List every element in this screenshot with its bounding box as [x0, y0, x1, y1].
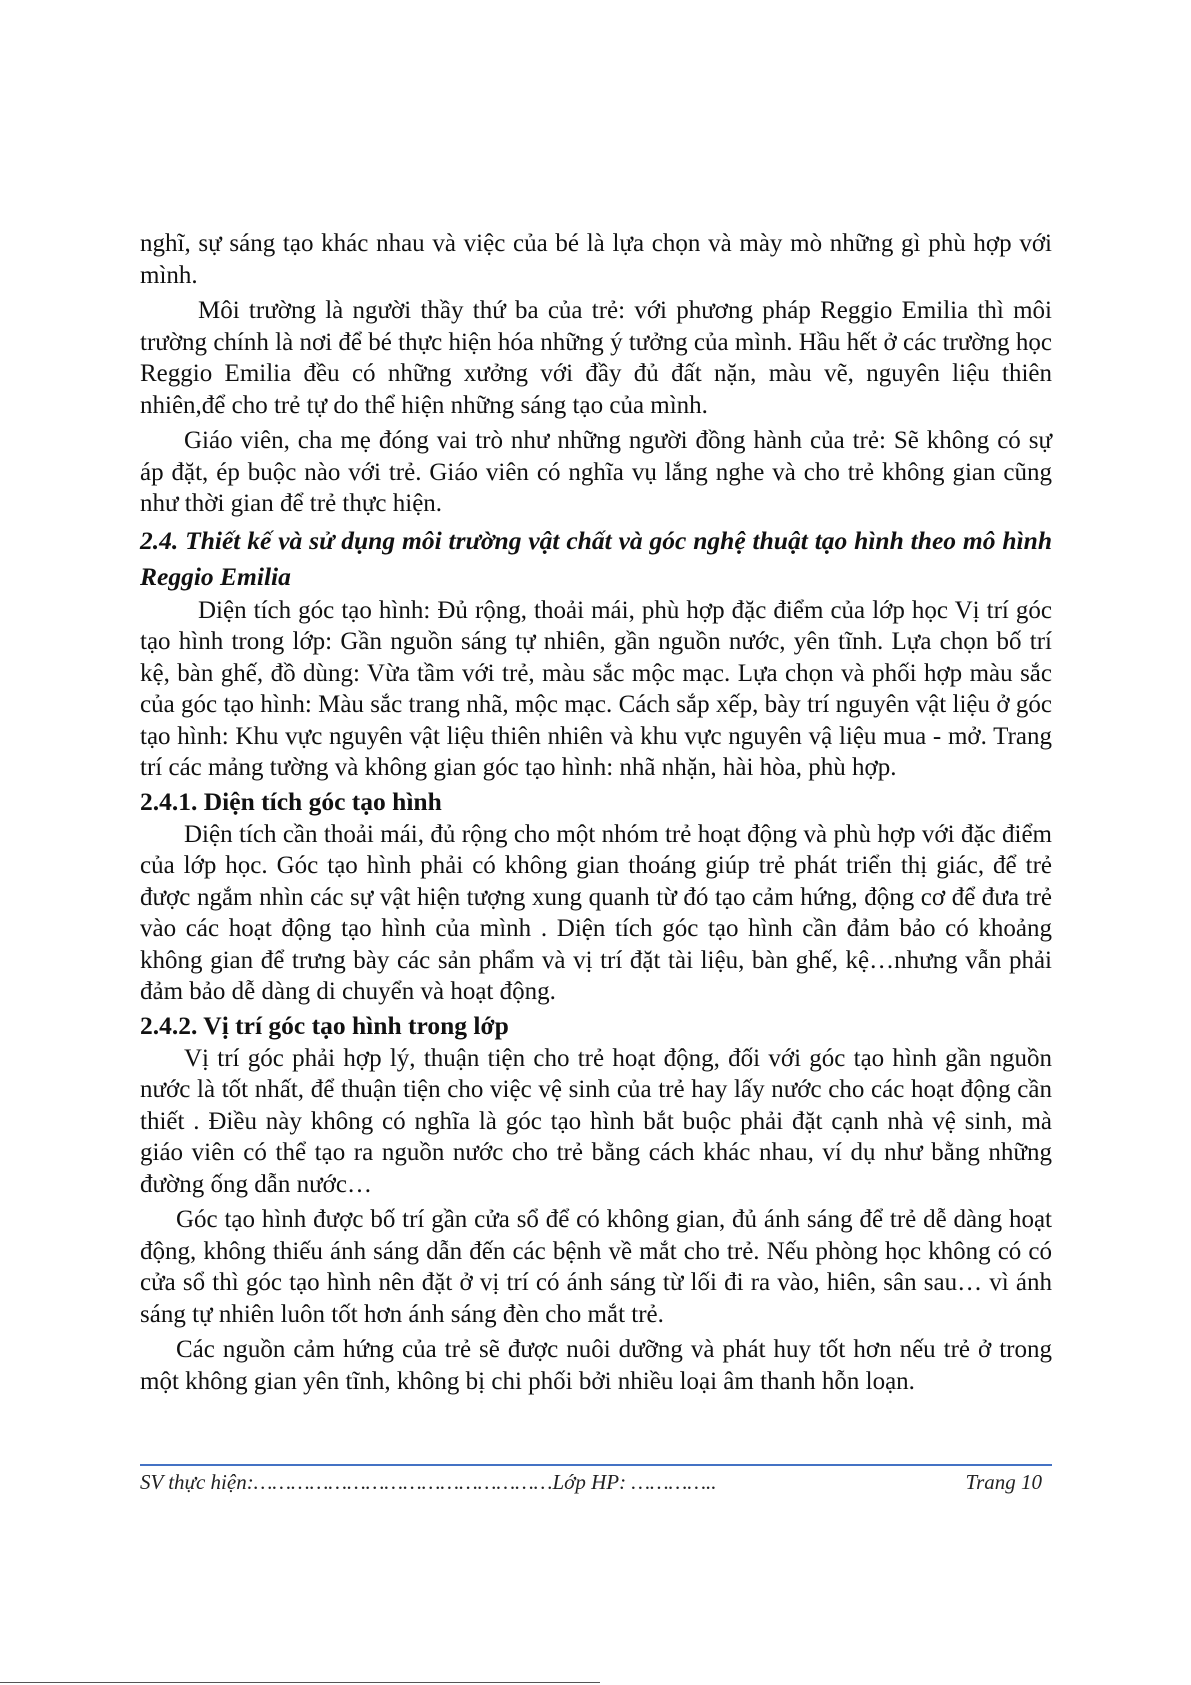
bottom-divider	[0, 1682, 600, 1683]
paragraph-continuation: nghĩ, sự sáng tạo khác nhau và việc của bé là lựa chọn và mày mò những gì phù hợp với mình.	[140, 230, 1052, 289]
footer-rule	[140, 1464, 1052, 1466]
section-2-4-1-body: Diện tích cần thoải mái, đủ rộng cho một nhóm trẻ hoạt động và phù hợp với đặc điểm của lớp học. Góc tạo hình phải có không gian thoáng giúp trẻ phát triển thị giác, để trẻ được ngắm nhìn các sự vật hiện tượng xung quanh từ đó tạo cảm hứng, động cơ để đưa trẻ vào các hoạt động tạo hình của mình . Diện tích góc tạo hình cần đảm bảo có khoảng không gian để trưng bày các sản phẩm và vị trí đặt tài liệu, bàn ghế, kệ…nhưng vẫn phải đảm bảo dễ dàng di chuyển và hoạt động.	[140, 820, 1052, 1005]
section-2-4-2-body-2: Góc tạo hình được bố trí gần cửa sổ để có không gian, đủ ánh sáng để trẻ dễ dàng hoạt động, không thiếu ánh sáng dẫn đến các bệnh về mắt cho trẻ. Nếu phòng học không có có cửa sổ thì góc tạo hình nên đặt ở vị trí có ánh sáng từ lối đi ra vào, hiên, sân sau… vì ánh sáng tự nhiên luôn tốt hơn ánh sáng đèn cho mắt trẻ.	[140, 1206, 1052, 1328]
paragraph-environment: Môi trường là người thầy thứ ba của trẻ: với phương pháp Reggio Emilia thì môi trường chính là nơi để bé thực hiện hóa những ý tưởng của mình. Hầu hết ở các trường học Reggio Emilia đều có những xưởng với đầy đủ đất nặn, màu vẽ, nguyên liệu thiên nhiên,để cho trẻ tự do thể hiện những sáng tạo của mình.	[140, 297, 1052, 419]
footer-student-class: SV thực hiện:…………………………………………Lớp HP: …………..	[140, 1470, 717, 1494]
section-2-4-2-body-3: Các nguồn cảm hứng của trẻ sẽ được nuôi dưỡng và phát huy tốt hơn nếu trẻ ở trong một không gian yên tĩnh, không bị chi phối bởi nhiều loại âm thanh hỗn loạn.	[140, 1336, 1052, 1395]
section-2-4-2-title: 2.4.2. Vị trí góc tạo hình trong lớp	[140, 1010, 509, 1040]
section-2-4-2-body-1: Vị trí góc phải hợp lý, thuận tiện cho trẻ hoạt động, đối với góc tạo hình gần nguồn nước là tốt nhất, để thuận tiện cho việc vệ sinh của trẻ hay lấy nước cho các hoạt động cần thiết . Điều này không có nghĩa là góc tạo hình bắt buộc phải đặt cạnh nhà vệ sinh, mà giáo viên có thể tạo ra nguồn nước cho trẻ bằng cách khác nhau, ví dụ như bằng những đường ống dẫn nước…	[140, 1044, 1052, 1198]
page-footer	[140, 1470, 1052, 1495]
section-2-4-intro: Diện tích góc tạo hình: Đủ rộng, thoải mái, phù hợp đặc điểm của lớp học Vị trí góc tạo hình trong lớp: Gần nguồn sáng tự nhiên, gần nguồn nước, yên tĩnh. Lựa chọn bố trí kệ, bàn ghế, đồ dùng: Vừa tầm với trẻ, màu sắc mộc mạc. Lựa chọn và phối hợp màu sắc của góc tạo hình: Màu sắc trang nhã, mộc mạc. Cách sắp xếp, bày trí nguyên vật liệu ở góc tạo hình: Khu vực nguyên vật liệu thiên nhiên và khu vực nguyên vậ liệu mua - mở. Trang trí các mảng tường và không gian góc tạo hình: nhã nhặn, hài hòa, phù hợp.	[140, 596, 1052, 781]
footer-page-number: Trang 10	[965, 1470, 1042, 1494]
section-2-4-title: 2.4. Thiết kế và sử dụng môi trường vật chất và góc nghệ thuật tạo hình theo mô hình Reggio Emilia	[140, 525, 1052, 591]
paragraph-teachers-parents: Giáo viên, cha mẹ đóng vai trò như những người đồng hành của trẻ: Sẽ không có sự áp đặt, ép buộc nào với trẻ. Giáo viên có nghĩa vụ lắng nghe và cho trẻ không gian cũng như thời gian để trẻ thực hiện.	[140, 427, 1052, 517]
page-body	[140, 228, 1052, 1397]
section-2-4-1-title: 2.4.1. Diện tích góc tạo hình	[140, 786, 442, 816]
